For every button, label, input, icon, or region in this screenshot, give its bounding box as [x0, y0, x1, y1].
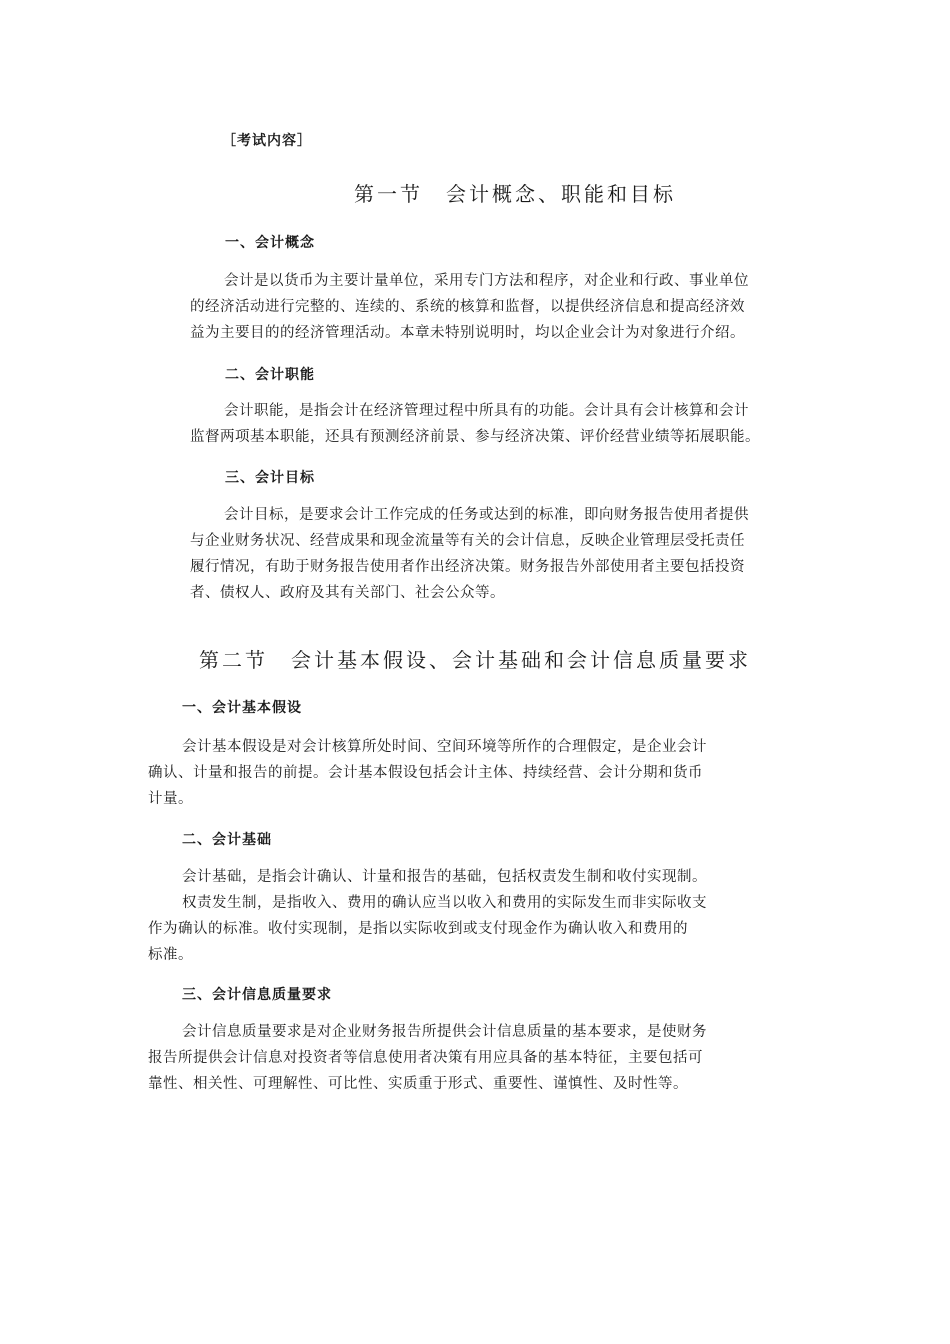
- paragraph-line: 会计基本假设是对会计核算所处时间、空间环境等所作的合理假定，是企业会计: [182, 739, 707, 755]
- paragraph-line: 会计职能，是指会计在经济管理过程中所具有的功能。会计具有会计核算和会计: [224, 403, 749, 419]
- paragraph-line: 者、债权人、政府及其有关部门、社会公众等。: [190, 585, 505, 601]
- section2-paragraph-accounting-basis: [148, 864, 707, 968]
- exam-content-label: ［考试内容］: [222, 133, 312, 149]
- paragraph-line: 会计基础，是指会计确认、计量和报告的基础，包括权责发生制和收付实现制。: [182, 869, 707, 885]
- section1-paragraph-accounting-objective: [190, 502, 749, 606]
- paragraph-line: 靠性、相关性、可理解性、可比性、实质重于形式、重要性、谨慎性、及时性等。: [148, 1076, 688, 1092]
- paragraph-line: 益为主要目的的经济管理活动。本章未特别说明时，均以企业会计为对象进行介绍。: [190, 325, 745, 341]
- paragraph-line: 会计是以货币为主要计量单位，采用专门方法和程序，对企业和行政、事业单位: [224, 273, 749, 289]
- paragraph-line: 计量。: [148, 791, 193, 807]
- paragraph-line: 与企业财务状况、经营成果和现金流量等有关的会计信息，反映企业管理层受托责任: [190, 533, 745, 549]
- section1-paragraph-accounting-concept: [190, 268, 749, 346]
- paragraph-line: 确认、计量和报告的前提。会计基本假设包括会计主体、持续经营、会计分期和货币: [148, 765, 703, 781]
- section1-heading-accounting-objective: 三、会计目标: [225, 470, 315, 486]
- paragraph-line: 报告所提供会计信息对投资者等信息使用者决策有用应具备的基本特征，主要包括可: [148, 1050, 703, 1066]
- section1-heading-accounting-concept: 一、会计概念: [225, 235, 315, 251]
- paragraph-line: 会计目标，是要求会计工作完成的任务或达到的标准，即向财务报告使用者提供: [224, 507, 749, 523]
- section2-heading-basic-assumptions: 一、会计基本假设: [182, 700, 302, 716]
- paragraph-line: 标准。: [148, 947, 193, 963]
- paragraph-line: 作为确认的标准。收付实现制，是指以实际收到或支付现金作为确认收入和费用的: [148, 921, 688, 937]
- section2-paragraph-basic-assumptions: [148, 734, 707, 812]
- paragraph-line: 权责发生制，是指收入、费用的确认应当以收入和费用的实际发生而非实际收支: [182, 895, 707, 911]
- paragraph-line: 的经济活动进行完整的、连续的、系统的核算和监督，以提供经济信息和提高经济效: [190, 299, 745, 315]
- paragraph-line: 会计信息质量要求是对企业财务报告所提供会计信息质量的基本要求，是使财务: [182, 1024, 707, 1040]
- section2-heading-information-quality: 三、会计信息质量要求: [182, 987, 332, 1003]
- section1-title: 第一节 会计概念、职能和目标: [354, 182, 676, 206]
- paragraph-line: 履行情况，有助于财务报告使用者作出经济决策。财务报告外部使用者主要包括投资: [190, 559, 745, 575]
- section2-paragraph-information-quality: [148, 1019, 707, 1097]
- section2-heading-accounting-basis: 二、会计基础: [182, 832, 272, 848]
- section1-paragraph-accounting-function: [190, 398, 760, 450]
- section1-heading-accounting-function: 二、会计职能: [225, 367, 315, 383]
- paragraph-line: 监督两项基本职能，还具有预测经济前景、参与经济决策、评价经营业绩等拓展职能。: [190, 429, 760, 445]
- section2-title: 第二节 会计基本假设、会计基础和会计信息质量要求: [199, 648, 751, 672]
